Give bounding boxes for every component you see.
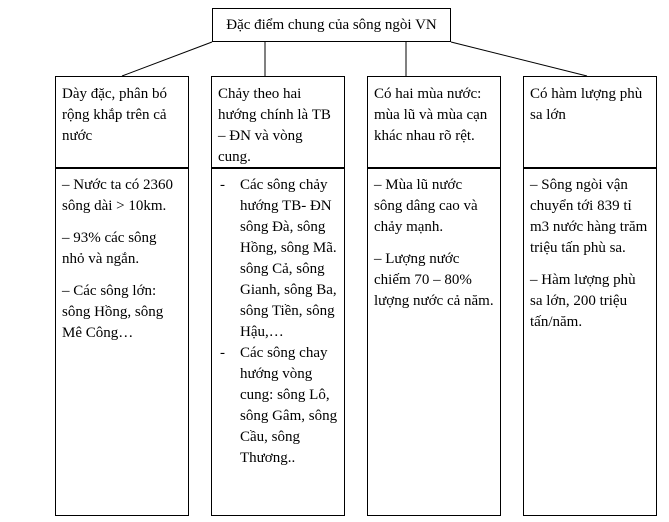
column-1-item-1: – Nước ta có 2360 sông dài > 10km. (62, 177, 174, 214)
column-2-item-1-text: Các sông chảy hướng TB- ĐN sông Đà, sông Hồng, sông Mã. sông Cả, sông Gianh, sông Ba, sông Tiền, sông Hậu,… (240, 177, 337, 340)
column-1-heading: Dày đặc, phân bó rộng khắp trên cả nước (62, 86, 167, 144)
column-1-item-2: – 93% các sông nhỏ và ngắn. (62, 230, 157, 267)
connector-line-1 (122, 42, 212, 76)
column-4-heading-box (523, 76, 657, 168)
column-3-body-box (367, 168, 501, 516)
column-3-heading: Có hai mùa nước: mùa lũ và mùa cạn khác nhau rõ rệt. (374, 86, 488, 144)
column-2-heading-box (211, 76, 345, 168)
column-4-item-2: – Hàm lượng phù sa lớn, 200 triệu tấn/năm. (530, 272, 636, 330)
column-2-item-1 (218, 175, 338, 343)
connector-line-4 (451, 42, 587, 76)
column-1-heading-box (55, 76, 189, 168)
column-3-heading-box (367, 76, 501, 168)
column-1-item-3: – Các sông lớn: sông Hồng, sông Mê Công… (62, 283, 164, 341)
column-3-item-1: – Mùa lũ nước sông dâng cao và chảy mạnh. (374, 177, 478, 235)
column-4-body-box (523, 168, 657, 516)
column-2-item-2-text: Các sông chay hướng vòng cung: sông Lô, sông Gâm, sông Cầu, sông Thương.. (240, 345, 338, 466)
diagram-title: Đặc điểm chung của sông ngòi VN (212, 8, 451, 42)
bullet-dash: - (220, 345, 225, 361)
column-2-body-box (211, 168, 345, 516)
column-2-item-2 (218, 343, 338, 469)
bullet-dash: - (220, 177, 225, 193)
column-3-item-2: – Lượng nước chiếm 70 – 80% lượng nước cả năm. (374, 251, 494, 309)
column-2-heading: Chảy theo hai hướng chính là TB – ĐN và vòng cung. (218, 86, 331, 165)
column-4-item-1: – Sông ngòi vận chuyển tới 839 tỉ m3 nước hàng trăm triệu tấn phù sa. (530, 177, 648, 256)
column-1-body-box (55, 168, 189, 516)
column-4-heading: Có hàm lượng phù sa lớn (530, 86, 643, 123)
